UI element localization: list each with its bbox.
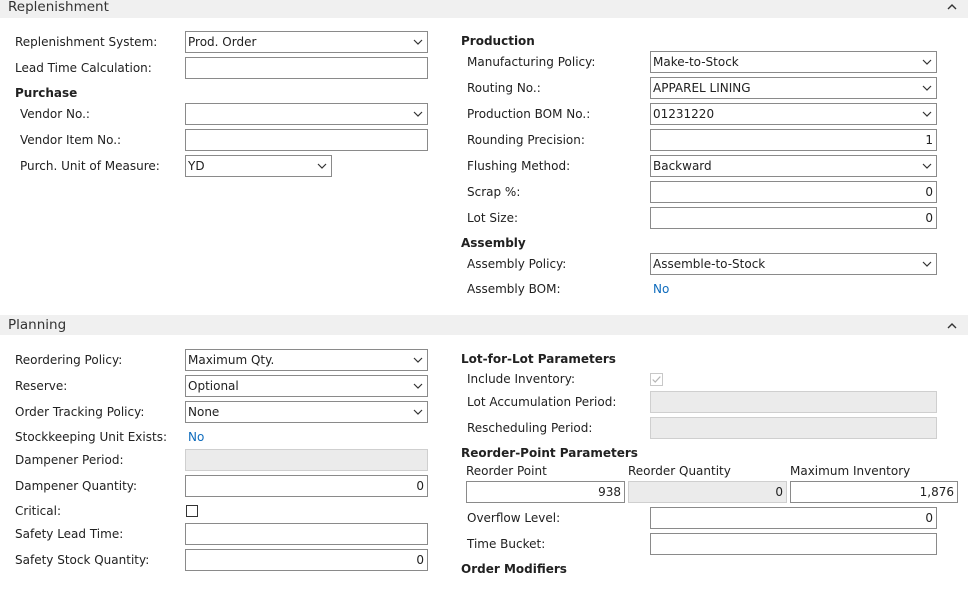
- scrap-percent-input[interactable]: 0: [650, 181, 937, 203]
- chevron-down-icon: [921, 258, 933, 270]
- assembly-bom-link[interactable]: No: [653, 282, 670, 296]
- overflow-level-label: Overflow Level:: [467, 511, 561, 525]
- chevron-down-icon: [412, 36, 424, 48]
- reorder-point-input[interactable]: 938: [466, 481, 625, 503]
- order-tracking-policy-label: Order Tracking Policy:: [15, 405, 145, 419]
- scrap-percent-label: Scrap %:: [467, 185, 521, 199]
- order-modifiers-group-heading: Order Modifiers: [461, 562, 567, 576]
- collapse-icon[interactable]: [944, 317, 960, 335]
- reorder-point-label: Reorder Point: [466, 464, 547, 478]
- reorder-point-group-heading: Reorder-Point Parameters: [461, 446, 638, 460]
- routing-no-value: APPAREL LINING: [653, 81, 751, 95]
- replenishment-system-select[interactable]: [185, 31, 428, 53]
- include-inventory-label: Include Inventory:: [467, 372, 575, 386]
- lot-size-label: Lot Size:: [467, 211, 519, 225]
- rounding-precision-input[interactable]: 1: [650, 129, 937, 151]
- production-bom-no-value: 01231220: [653, 107, 715, 121]
- lot-accumulation-period-label: Lot Accumulation Period:: [467, 395, 617, 409]
- include-inventory-checkbox: [650, 373, 663, 386]
- flushing-method-label: Flushing Method:: [467, 159, 571, 173]
- rescheduling-period-label: Rescheduling Period:: [467, 421, 593, 435]
- chevron-down-icon: [412, 380, 424, 392]
- maximum-inventory-input[interactable]: 1,876: [790, 481, 958, 503]
- chevron-down-icon: [412, 354, 424, 366]
- chevron-down-icon: [921, 56, 933, 68]
- safety-lead-time-input[interactable]: [185, 523, 428, 545]
- safety-lead-time-label: Safety Lead Time:: [15, 527, 124, 541]
- overflow-level-input[interactable]: 0: [650, 507, 937, 529]
- chevron-down-icon: [412, 406, 424, 418]
- assembly-policy-value: Assemble-to-Stock: [653, 257, 766, 271]
- vendor-item-no-label: Vendor Item No.:: [20, 133, 122, 147]
- chevron-down-icon: [316, 160, 328, 172]
- vendor-no-label: Vendor No.:: [20, 107, 90, 121]
- flushing-method-select[interactable]: [650, 155, 937, 177]
- order-tracking-policy-value: None: [188, 405, 220, 419]
- chevron-down-icon: [921, 108, 933, 120]
- lead-time-calculation-label: Lead Time Calculation:: [15, 61, 152, 75]
- vendor-item-no-input[interactable]: [185, 129, 428, 151]
- production-bom-no-label: Production BOM No.:: [467, 107, 591, 121]
- dampener-period-input: [185, 449, 428, 471]
- dampener-period-label: Dampener Period:: [15, 453, 124, 467]
- purch-unit-of-measure-value: YD: [188, 159, 205, 173]
- critical-checkbox[interactable]: [186, 505, 198, 517]
- critical-label: Critical:: [15, 504, 62, 518]
- purch-unit-of-measure-select[interactable]: [185, 155, 332, 177]
- assembly-group-heading: Assembly: [461, 236, 526, 250]
- stockkeeping-unit-exists-label: Stockkeeping Unit Exists:: [15, 430, 167, 444]
- rescheduling-period-input: [650, 417, 937, 439]
- purch-unit-of-measure-label: Purch. Unit of Measure:: [20, 159, 160, 173]
- routing-no-select[interactable]: [650, 77, 937, 99]
- reordering-policy-label: Reordering Policy:: [15, 353, 123, 367]
- dampener-quantity-label: Dampener Quantity:: [15, 479, 138, 493]
- assembly-bom-label: Assembly BOM:: [467, 282, 561, 296]
- checkmark-icon: [651, 374, 662, 385]
- lot-accumulation-period-input: [650, 391, 937, 413]
- replenishment-system-label: Replenishment System:: [15, 35, 158, 49]
- rounding-precision-label: Rounding Precision:: [467, 133, 585, 147]
- assembly-policy-select[interactable]: [650, 253, 937, 275]
- production-group-heading: Production: [461, 34, 535, 48]
- lead-time-calculation-input[interactable]: [185, 57, 428, 79]
- maximum-inventory-label: Maximum Inventory: [790, 464, 911, 478]
- replenishment-system-value: Prod. Order: [188, 35, 257, 49]
- manufacturing-policy-value: Make-to-Stock: [653, 55, 739, 69]
- chevron-down-icon: [921, 82, 933, 94]
- chevron-down-icon: [921, 160, 933, 172]
- routing-no-label: Routing No.:: [467, 81, 541, 95]
- reserve-label: Reserve:: [15, 379, 68, 393]
- reserve-select[interactable]: [185, 375, 428, 397]
- order-tracking-policy-select[interactable]: [185, 401, 428, 423]
- chevron-down-icon: [412, 108, 424, 120]
- reorder-quantity-label: Reorder Quantity: [628, 464, 731, 478]
- vendor-no-select[interactable]: [185, 103, 428, 125]
- collapse-icon[interactable]: [944, 0, 960, 16]
- flushing-method-value: Backward: [653, 159, 712, 173]
- reserve-value: Optional: [188, 379, 239, 393]
- safety-stock-quantity-input[interactable]: 0: [185, 549, 428, 571]
- lot-for-lot-group-heading: Lot-for-Lot Parameters: [461, 352, 616, 366]
- time-bucket-input[interactable]: [650, 533, 937, 555]
- replenishment-section-header[interactable]: [0, 0, 968, 18]
- dampener-quantity-input[interactable]: 0: [185, 475, 428, 497]
- planning-section-title: Planning: [8, 317, 67, 333]
- production-bom-no-select[interactable]: [650, 103, 937, 125]
- lot-size-input[interactable]: 0: [650, 207, 937, 229]
- time-bucket-label: Time Bucket:: [467, 537, 546, 551]
- reordering-policy-select[interactable]: [185, 349, 428, 371]
- purchase-group-heading: Purchase: [15, 86, 78, 100]
- stockkeeping-unit-exists-link[interactable]: No: [188, 430, 205, 444]
- reorder-quantity-input: 0: [628, 481, 787, 503]
- planning-section-header[interactable]: [0, 315, 968, 335]
- manufacturing-policy-select[interactable]: [650, 51, 937, 73]
- replenishment-section-title: Replenishment: [8, 0, 109, 15]
- safety-stock-quantity-label: Safety Stock Quantity:: [15, 553, 150, 567]
- reordering-policy-value: Maximum Qty.: [188, 353, 275, 367]
- manufacturing-policy-label: Manufacturing Policy:: [467, 55, 596, 69]
- assembly-policy-label: Assembly Policy:: [467, 257, 567, 271]
